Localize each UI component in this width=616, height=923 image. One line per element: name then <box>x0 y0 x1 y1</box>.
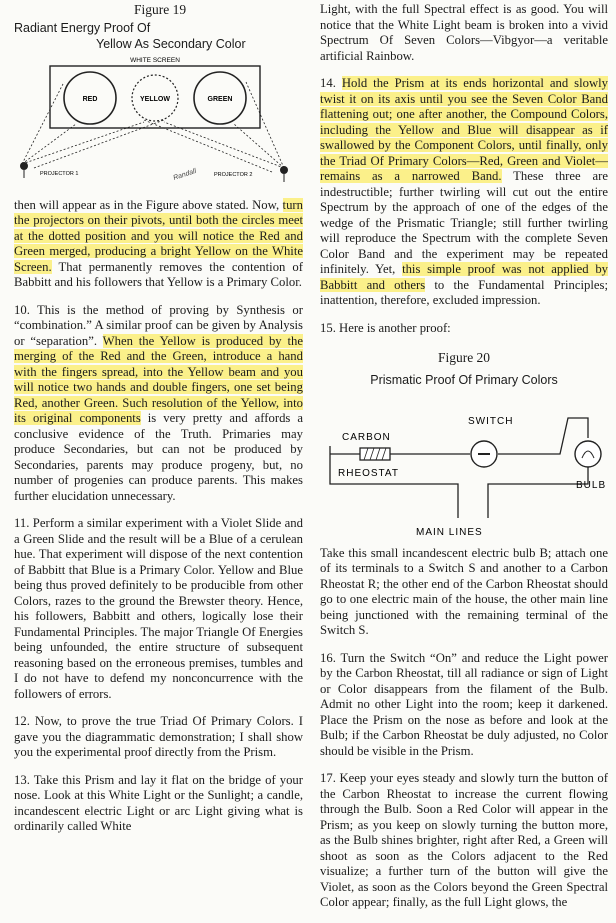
paragraph-11: 11. Perform a similar experiment with a Violet Slide and a Green Slide and the result will be a Blue of a cerulean hue. That experiment will dispose of the next contention of Babbitt that Blue is a Primary Color. Yellow and Blue being thus proved definitely to be producible from other Colors, razes to the ground the Brewster theory. Hence, his followers, Babbitt and others, logically lose their Fundamental Principles. The major Triangle Of Energies being unfounded, the entire structure of subsequent reasoning based on the erroneous premises, tumbles and I do not have to defend my nonconcurrence with the followers of errors. <box>14 516 303 701</box>
paragraph-16: 16. Turn the Switch “On” and reduce the Light power by the Carbon Rheostat, till all radiance or sign of Light or Color disappears from the filament of the Bulb. Admit no other Light into the room; keep it darkened. Place the Prism on the nose as before and look at the Bulb; if the Carbon Rheostat be duly adjusted, no Color should be visible in the Prism. <box>320 650 608 758</box>
text: These three are indestructible; further twirling will cut out the entire Spectrum by the approach of one of the edges of the wedge of the Prismatic Triangle; still further twirling will reproduce the Spectrum with the complete Seven Color Band and the experiment may be repeated infinitely. Yet, <box>320 169 608 276</box>
bulb-label: BULB <box>576 479 607 491</box>
figure-20-caption: Prismatic Proof Of Primary Colors <box>370 372 558 387</box>
text: to the Fundamental Principles; inattention, therefore, excluded impression. <box>320 277 608 307</box>
main-lines-label: MAIN LINES <box>416 526 483 538</box>
projector-1-label: PROJECTOR 1 <box>40 170 79 177</box>
artist-signature: Randall <box>172 167 198 182</box>
paragraph-10 <box>14 303 303 505</box>
bulb-circle <box>575 441 601 467</box>
left-column <box>14 0 303 847</box>
paragraph-14 <box>320 76 608 309</box>
paragraph-17: 17. Keep your eyes steady and slowly turn the button of the Carbon Rheostat to increase the current flowing through the Bulb. Soon a Red Color will appear in the Prism; as you keep on slowly turning the button more, as the Bulb shines brighter, right after Red, a Green will shoot as soon as the Colors adjacent to the Red visualize; a further turn of the button will give the Violet, as soon as the Colors beyond the Green Spectral Color appear; finally, as the full Light glows, the <box>320 771 608 909</box>
right-column <box>320 0 608 923</box>
text: is very pretty and affords a conclusive evidence of the Truth. Primaries may produce Secondaries, but can not be produced by Secondaries, parents may produce progeny, but, no number of progenies can produce parents. This makes further elucidation unnecessary. <box>14 411 303 503</box>
paragraph-15: 15. Here is another proof: <box>320 320 451 335</box>
highlight: Hold the Prism at its ends horizontal and slowly twist it on its axis until you see the Seven Color Band flattening out; one after another, the Compound Colors, including the Yellow and Blue will disappear as if swallowed by the Component Colors, until finally, only the Triad Of Primary Colors—Red, Green and Violet—remains as a narrowed Band. <box>320 76 609 183</box>
text: then will appear as in the Figure above stated. Now, <box>14 197 283 212</box>
white-screen-label: WHITE SCREEN <box>130 56 180 64</box>
figure-19-caption-line2: Yellow As Secondary Color <box>96 36 246 51</box>
projector-2-label: PROJECTOR 2 <box>214 171 253 178</box>
yellow-label: YELLOW <box>140 95 170 103</box>
projector-2 <box>280 166 288 182</box>
switch-label: SWITCH <box>468 415 514 427</box>
paragraph-12: 12. Now, to prove the true Triad Of Primary Colors. I gave you the diagrammatic demonstration; I shall show you the experimental proof directly from the Prism. <box>14 714 303 759</box>
rheostat-label: RHEOSTAT <box>338 467 399 479</box>
paragraph-take: Take this small incandescent electric bulb B; attach one of its terminals to a Switch S and another to a Carbon Rheostat R; the other end of the Carbon Rheostat should go to one electric main of the house, the other main line being junctioned with the remaining terminal of the Switch S. <box>320 545 608 637</box>
paragraph-13: 13. Take this Prism and lay it flat on the bridge of your nose. Look at this White Light or the Sunlight; a candle, incandescent electric Light or arc Light giving what is ordinarily called White <box>14 772 303 833</box>
paragraph-light: Light, with the full Spectral effect is as good. You will notice that the White Light beam is broken into a vivid Spectrum Of Seven Colors—Vibgyor—a veritable artificial Rainbow. <box>320 2 608 63</box>
figure-19-diagram <box>14 52 303 192</box>
figure-19-caption-line1: Radiant Energy Proof Of <box>14 20 151 35</box>
projector-1 <box>20 162 28 178</box>
highlight: When the Yellow is produced by the merging of the Red and the Green, introduce a hand with the fingers spread, into the Yellow beam and you will notice two hands and double fingers, one set being Red, another Green. Such resolution of the Yellow, into its original components <box>14 333 303 425</box>
text: 10. This is the method of proving by Synthesis or “combination.” A similar proof can be given by Analysis or “separation”. <box>14 302 303 348</box>
figure-19-title: Figure 19 <box>134 2 187 17</box>
highlight: turn the projectors on their pivots, until both the circles meet at the dotted position and you will notice the Red and Green merged, producing a bright Yellow on the White Screen. <box>14 197 303 274</box>
figure-20-diagram <box>320 388 608 538</box>
red-label: RED <box>82 95 98 103</box>
figure-20-title: Figure 20 <box>437 350 491 365</box>
text: That permanently removes the contention of Babbitt and his followers that Yellow is a Primary Color. <box>14 259 303 289</box>
paragraph-then <box>14 198 303 291</box>
carbon-label: CARBON <box>342 431 391 443</box>
highlight: this simple proof was not applied by Babbitt and others <box>320 262 609 292</box>
green-label: GREEN <box>207 95 233 103</box>
text: 14. <box>320 76 342 90</box>
